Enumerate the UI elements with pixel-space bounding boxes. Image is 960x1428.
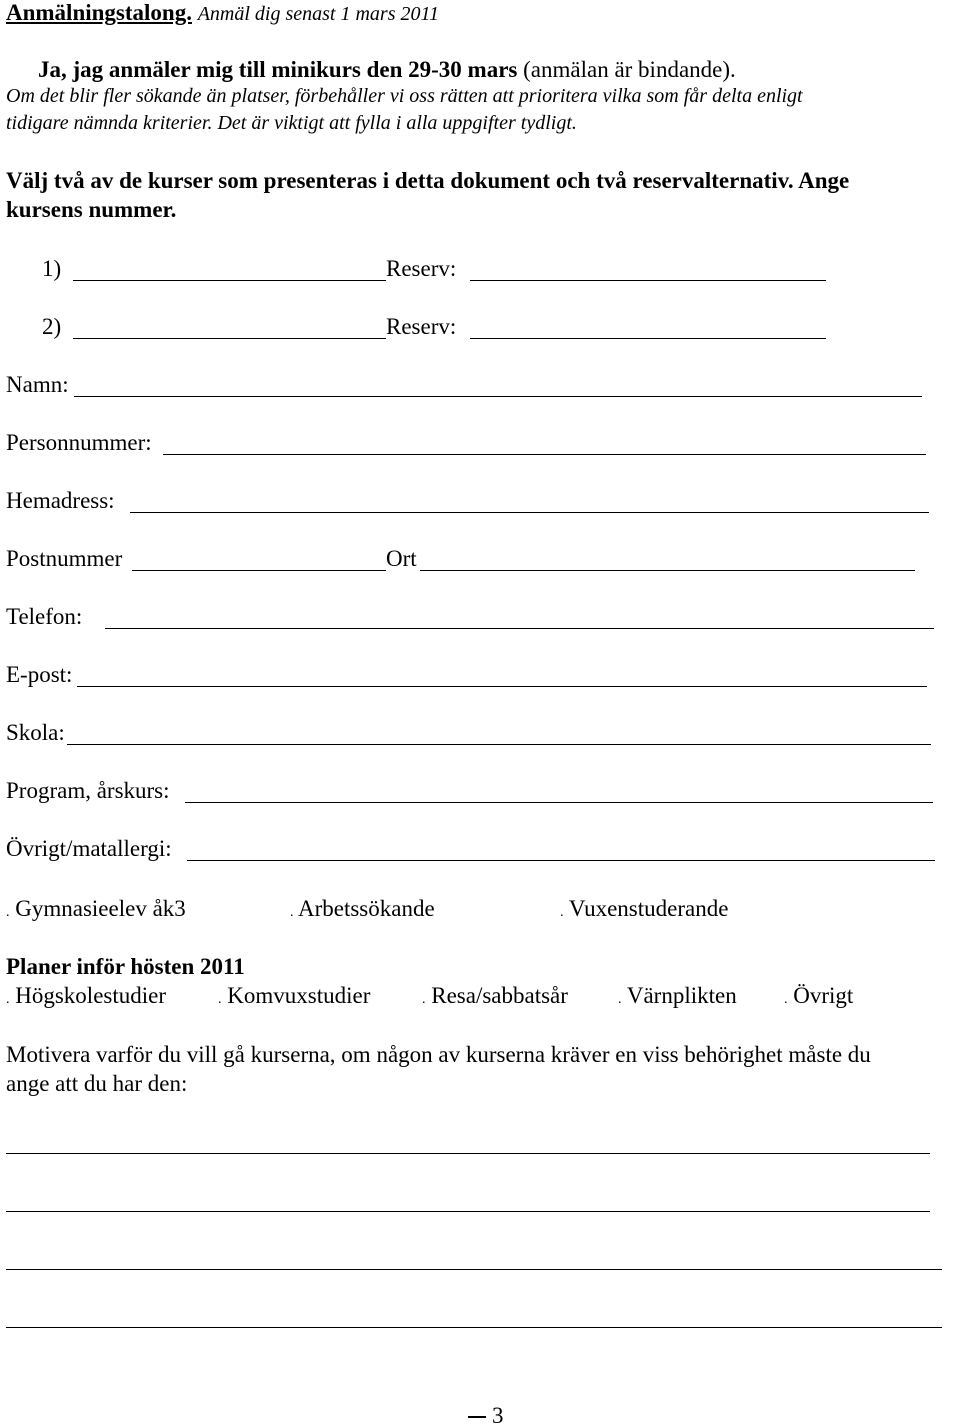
- course-instruction: Välj två av de kurser som presenteras i detta dokument och två reservalternativ. Ange: [6, 168, 850, 193]
- motivation-prompt-cont: ange att du har den:: [6, 1071, 188, 1096]
- motivation-line-2[interactable]: [6, 1211, 930, 1212]
- phone-field[interactable]: [105, 628, 934, 629]
- checkbox-marker[interactable]: .: [784, 992, 788, 1007]
- checkbox-marker[interactable]: .: [218, 992, 222, 1007]
- ort-field[interactable]: [420, 570, 915, 571]
- choice-2-reserve-label: Reserv:: [386, 314, 457, 339]
- allergy-label: Övrigt/matallergi:: [6, 836, 172, 861]
- motivation-line-4[interactable]: [6, 1327, 942, 1328]
- form-title: Anmälningstalong.: [6, 0, 192, 25]
- address-field[interactable]: [130, 512, 929, 513]
- email-field[interactable]: [77, 686, 927, 687]
- choice-1-reserve-input[interactable]: [470, 280, 826, 281]
- choice-1-input[interactable]: [73, 280, 386, 281]
- plan-option-komvuxstudier[interactable]: . Komvuxstudier: [218, 983, 371, 1008]
- motivation-line-3[interactable]: [6, 1269, 942, 1270]
- confirmation-text: Ja, jag anmäler mig till minikurs den 29-30 mars: [38, 57, 518, 82]
- postnummer-label: Postnummer: [6, 546, 123, 571]
- choice-2-input[interactable]: [73, 338, 386, 339]
- choice-1-number: 1): [42, 256, 62, 281]
- checkbox-marker[interactable]: .: [560, 905, 564, 920]
- checkbox-marker[interactable]: .: [290, 905, 294, 920]
- school-label: Skola:: [6, 720, 65, 745]
- checkbox-marker[interactable]: .: [422, 992, 426, 1007]
- status-option-vuxenstuderande[interactable]: . Vuxenstuderande: [560, 896, 729, 921]
- motivation-line-1[interactable]: [6, 1153, 930, 1154]
- name-label: Namn:: [6, 372, 69, 397]
- status-option-arbetssokande[interactable]: . Arbetssökande: [290, 896, 435, 921]
- plan-option-ovrigt[interactable]: . Övrigt: [784, 983, 854, 1008]
- name-field[interactable]: [74, 396, 922, 397]
- allergy-field[interactable]: [187, 860, 935, 861]
- plan-option-varnplikten[interactable]: . Värnplikten: [618, 983, 737, 1008]
- plan-option-hogskolestudier[interactable]: . Högskolestudier: [6, 983, 167, 1008]
- address-label: Hemadress:: [6, 488, 115, 513]
- phone-label: Telefon:: [6, 604, 83, 629]
- program-label: Program, årskurs:: [6, 778, 170, 803]
- form-header: [6, 1, 439, 24]
- choice-1-reserve-label: Reserv:: [386, 256, 457, 281]
- page-number: 3: [492, 1403, 504, 1428]
- course-instruction-cont: kursens nummer.: [6, 197, 177, 222]
- choice-2-reserve-input[interactable]: [470, 338, 826, 339]
- checkbox-marker[interactable]: .: [6, 905, 10, 920]
- status-option-gymnasieelev[interactable]: . Gymnasieelev åk3: [6, 896, 186, 921]
- personnummer-field[interactable]: [163, 454, 926, 455]
- school-field[interactable]: [67, 744, 931, 745]
- checkbox-marker[interactable]: .: [618, 992, 622, 1007]
- email-label: E-post:: [6, 662, 73, 687]
- personnummer-label: Personnummer:: [6, 430, 152, 455]
- priority-notice-cont: tidigare nämnda kriterier. Det är viktigt att fylla i alla uppgifter tydligt.: [6, 112, 577, 134]
- deadline-note: Anmäl dig senast 1 mars 2011: [197, 3, 440, 25]
- plan-option-resa[interactable]: . Resa/sabbatsår: [422, 983, 568, 1008]
- confirmation-line: [38, 58, 736, 81]
- plans-heading: Planer inför hösten 2011: [6, 954, 245, 979]
- program-field[interactable]: [185, 802, 933, 803]
- priority-notice: Om det blir fler sökande än platser, förbehåller vi oss rätten att prioritera vilka som får delta enligt: [6, 85, 803, 107]
- checkbox-marker[interactable]: .: [6, 992, 10, 1007]
- page-number-dash: [468, 1416, 486, 1418]
- ort-label: Ort: [386, 546, 417, 571]
- binding-note: (anmälan är bindande).: [517, 57, 736, 82]
- motivation-prompt: Motivera varför du vill gå kurserna, om någon av kurserna kräver en viss behörighet måste du: [6, 1042, 871, 1067]
- choice-2-number: 2): [42, 314, 62, 339]
- postnummer-field[interactable]: [132, 570, 386, 571]
